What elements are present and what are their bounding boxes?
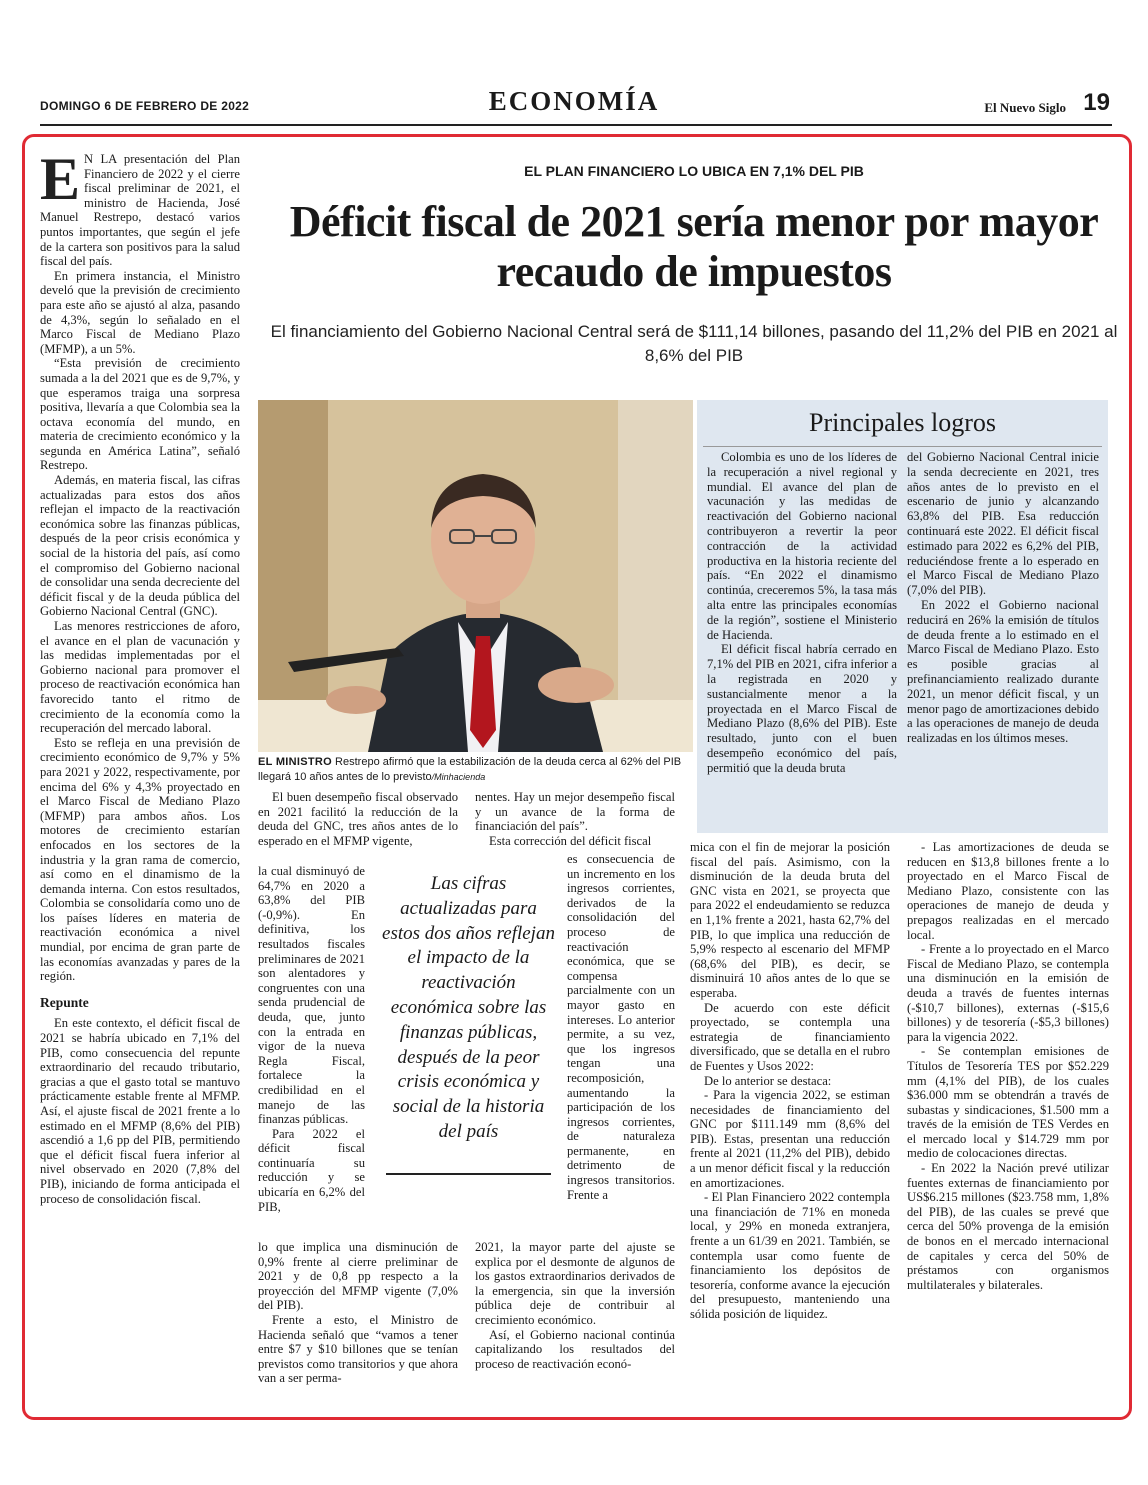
pull-quote-rule <box>386 1173 551 1175</box>
sidebar-rule <box>703 446 1102 447</box>
kicker: EL PLAN FINANCIERO LO UBICA EN 7,1% DEL PIB <box>524 163 864 179</box>
paragraph: El buen desempeño fiscal observado en 2021 facilitó la reducción de la deuda del GNC, tres años antes de lo esperado en el MFMP vigente, <box>258 790 458 848</box>
section-title: ECONOMÍA <box>488 86 660 116</box>
article-column-2 <box>258 790 458 848</box>
article-column-2-narrow <box>258 864 365 1214</box>
article-column-1 <box>40 146 240 1206</box>
sidebar-column-left <box>707 450 897 776</box>
paragraph: Frente a esto, el Ministro de Hacienda señaló que “vamos a tener entre $7 y $10 billones que se tenían previstos como transitorios y que ahora van a ser perma- <box>258 1312 458 1386</box>
paragraph: Para 2022 el déficit fiscal continuaría su reducción y se ubicaría en 6,2% del PIB, <box>258 1126 365 1214</box>
paragraph: es consecuencia de un incremento en los ingresos corrientes, derivados de la consolidación del proceso de reactivación económica, que se compensa parcialmente con un mayor gasto en intereses. Lo anterior permite, a su vez, que los ingresos tengan una recomposición, aumentando la participación de los ingresos corrientes, de naturaleza permanente, en detrimento de ingresos transitorios. Frente a <box>567 852 675 1202</box>
paragraph: - El Plan Financiero 2022 contempla una financiación de 71% en moneda local, y 29% en moneda extranjera, frente a un 61/39 en 2021. También, se contempla usar como fuente de financiamiento los depósitos de tesorería, conforme avance la ejecución del presupuesto, manteniendo una sólida posición de liquidez. <box>690 1190 890 1321</box>
article-column-3 <box>475 790 675 848</box>
deck: El financiamiento del Gobierno Nacional Central será de $111,14 billones, pasando del 11,2% del PIB en 2021 al 8,6% del PIB <box>270 322 1118 365</box>
paragraph: del Gobierno Nacional Central inicie la senda decreciente en 2021, tres años antes de lo previsto en el escenario de junio y alcanzando 63,8% del PIB. Esa reducción continuará este 2022. El déficit fiscal estimado para 2022 es 6,2% del PIB, reduciéndose frente a lo esperado en el Marco Fiscal de Mediano Plazo (7,0% del PIB). <box>907 450 1099 598</box>
caption-label: EL MINISTRO <box>258 756 332 768</box>
sidebar-column-right <box>907 450 1099 746</box>
paragraph: Así, el Gobierno nacional continúa capitalizando los resultados del proceso de reactivación econó- <box>475 1327 675 1371</box>
page-number: 19 <box>1083 89 1110 116</box>
drop-cap: E <box>40 146 81 212</box>
article-column-2-bottom <box>258 1240 458 1386</box>
newspaper-name: El Nuevo Siglo <box>984 100 1066 115</box>
photo-caption <box>258 755 698 785</box>
paragraph: Colombia es uno de los líderes de la recuperación a nivel regional y mundial. El avance del plan de vacunación y las medidas de reactivación del Gobierno nacional contribuyeron a revertir la peor contracción de la actividad productiva en la historia reciente del país. “En 2022 el dinamismo continúa, creceremos 5%, la tasa más alta entre las principales economías de la región”, sostiene el Ministerio de Hacienda. <box>707 450 897 642</box>
header-rule <box>40 124 1112 126</box>
paragraph: De lo anterior se destaca: <box>704 1073 832 1088</box>
paragraph: El déficit fiscal habría cerrado en 7,1% del PIB en 2021, cifra inferior a la registrada en 2020 y sustancialmente menor a la proyectada en el Marco Fiscal de Mediano Plazo (8,6% del PIB). Este resultado, junto con el buen desempeño económico del país, permitió que la deuda bruta <box>707 642 897 775</box>
pull-quote: Las cifras actualizadas para estos dos años reflejan el impacto de la reactivación económica sobre las finanzas públicas, después de la peor crisis económica y social de la historia del país <box>382 873 555 1142</box>
paragraph: lo que implica una disminución de 0,9% frente al cierre preliminar de 2021 y de 0,8 pp respecto a la proyección del MFMP vigente (7,0% del PIB). <box>258 1240 458 1313</box>
minister-photo <box>258 400 693 752</box>
paragraph: En este contexto, el déficit fiscal de 2021 se habría ubicado en 7,1% del PIB, como consecuencia del repunte extraordinario del recaudo tributario, gracias a que el gasto total se mantuvo prácticamente estable frente al MFMP. Así, el ajuste fiscal de 2021 frente a lo estimado en el MFMP (8,6% del PIB) ascendió a 1,6 pp del PIB, permitiendo que el déficit fiscal fuera inferior al nivel observado en 2020 (7,8% del PIB), iniciando de forma anticipada el proceso de consolidación fiscal. <box>40 1016 240 1206</box>
caption-text: Restrepo afirmó que la estabilización de la deuda cerca al 62% del PIB llegará 10 años antes de lo previsto <box>258 756 682 783</box>
paragraph: mica con el fin de mejorar la posición fiscal del país. Asimismo, con la disminución de la deuda bruta del GNC vista en 2021, se proyecta que para 2022 el endeudamiento se reduzca en 1,1% frente a 2021, hasta 62,7% del PIB, lo que implica una reducción de 5,9% respecto al escenario del MFMP (68,6% del PIB), es decir, se disminuirá 10 años antes de lo que se esperaba. <box>690 840 890 1000</box>
article-column-5 <box>907 840 1109 1292</box>
sidebar-title: Principales logros <box>808 408 997 437</box>
paragraph: En 2022 el Gobierno nacional reducirá en 26% la emisión de títulos de deuda frente a lo estimado en el Marco Fiscal de Mediano Plazo. Esto es posible gracias al prefinanciamiento realizado durante 2021, un menor déficit fiscal, y un menor pago de amortizaciones debido a las operaciones de manejo de deuda realizadas en los últimos meses. <box>907 597 1099 746</box>
subheading: Repunte <box>40 994 89 1010</box>
paragraph: “Esta previsión de crecimiento sumada a la del 2021 que es de 9,7%, y que esperamos traiga una sorpresa positiva, llevaría a que Colombia sea la octava economía del mundo, en materia de crecimiento económico y la segunda en América Latina”, señaló Restrepo. <box>40 356 240 473</box>
photo-credit: /Minhacienda <box>431 772 486 782</box>
paragraph: - Se contemplan emisiones de Títulos de Tesorería TES por $52.229 mm (4,1% del PIB), de los cuales $36.000 mm se obtendrán a través de subastas y sindicaciones, $1.500 mm a través de la emisión de TES Verdes en el mercado local y $14.729 mm por medio de colocaciones directas. <box>907 1044 1109 1161</box>
paragraph: - Para la vigencia 2022, se estiman necesidades de financiamiento del GNC por $111.149 mm (8,6% del PIB). Estas, presentan una reducción frente al 2021 (11,2% del PIB), debido a un menor déficit fiscal y la reducción en amortizaciones. <box>690 1088 890 1190</box>
sidebar-principales-logros <box>697 400 1108 833</box>
paragraph: N LA presentación del Plan Financiero de 2022 y el cierre fiscal preliminar de 2021, el ministro de Hacienda, José Manuel Restrepo, destacó varios puntos importantes, que según el jefe de la cartera son positivos para la salud fiscal del país. <box>40 152 240 269</box>
paragraph: - Frente a lo proyectado en el Marco Fiscal de Mediano Plazo, se contempla una disminución en la emisión de deuda a través de fuentes internas (-$10,7 billones), externas (-$15,6 billones) y de tesorería (-$5,3 billones) para la vigencia 2022. <box>907 942 1109 1044</box>
article-column-4 <box>690 840 890 1322</box>
paragraph: En primera instancia, el Ministro develó que la previsión de crecimiento para este año se ajustó al alza, pasando de 4,3%, según lo señalado en el Marco Fiscal de Mediano Plazo (MFMP), a un 5%. <box>40 268 240 356</box>
paragraph: - En 2022 la Nación prevé utilizar fuentes externas de financiamiento por US$6.215 millones ($23.758 mm, 1,8% del PIB), de las cuales se prevé que cerca del 50% provenga de la emisión de bonos en el mercado internacional de capitales y cerca del 50% de préstamos con organismos multilaterales y bilaterales. <box>907 1161 1109 1292</box>
paragraph: Esta corrección del déficit fiscal <box>489 833 652 848</box>
minister-photo-illustration <box>258 400 693 752</box>
paragraph: Las menores restricciones de aforo, el avance en el plan de vacunación y las medidas implementadas por el Gobierno nacional para promover el proceso de reactivación económica han favorecido tanto el ritmo de crecimiento de la economía como la recuperación del mercado laboral. <box>40 619 240 736</box>
paragraph: Además, en materia fiscal, las cifras actualizadas para estos dos años reflejan el impacto de la reactivación económica sobre las finanzas públicas, después de la peor crisis económica y social de la historia del país, así como el compromiso del Gobierno nacional de consolidar una senda decreciente del déficit fiscal y de la deuda pública del Gobierno Nacional Central (GNC). <box>40 473 240 619</box>
headline: Déficit fiscal de 2021 sería menor por mayor recaudo de impuestos <box>289 197 1099 296</box>
paragraph: 2021, la mayor parte del ajuste se explica por el desmonte de algunos de los gastos extraordinarios derivados de la emergencia, sin que la inversión pública deje de contribuir al crecimiento económico. <box>475 1240 675 1327</box>
paragraph: - Las amortizaciones de deuda se reducen en $13,8 billones frente a lo proyectado en el Marco Fiscal de Mediano Plazo, consistente con las operaciones de manejo de deuda y prepagos realizadas en el mercado local. <box>907 840 1109 942</box>
paragraph: nentes. Hay un mejor desempeño fiscal y un avance de la forma de financiación del país”. <box>475 790 675 834</box>
issue-date: DOMINGO 6 DE FEBRERO DE 2022 <box>40 99 250 113</box>
paragraph: la cual disminuyó de 64,7% en 2020 a 63,8% del PIB (-0,9%). En definitiva, los resultados fiscales preliminares de 2021 son alentadores y congruentes con una senda prudencial de deuda, que, junto con la entrada en vigor de la nueva Regla Fiscal, fortalece la credibilidad en el manejo de las finanzas públicas. <box>258 864 365 1127</box>
paragraph: Esto se refleja en una previsión de crecimiento económico de 9,7% y 5% para 2021 y 2022, respectivamente, por encima del 6% y 4,3% proyectado en el Marco Fiscal de Mediano Plazo (MFMP) para ambos años. Los motores de crecimiento estarían enfocados en los sectores de la industria y la gran rama de comercio, así como en el dinamismo de la demanda interna. Con estos resultados, Colombia se consolidaría como uno de los países líderes en materia de reactivación económica a nivel mundial, por encima de gran parte de las economías avanzadas y pares de la región. <box>40 735 240 984</box>
article-column-3-bottom <box>475 1240 675 1371</box>
article-column-3-narrow <box>567 852 675 1202</box>
paragraph: De acuerdo con este déficit proyectado, se contempla una estrategia de financiamiento diversificado, que se detalla en el rubro de Fuentes y Usos 2022: <box>690 1000 890 1073</box>
